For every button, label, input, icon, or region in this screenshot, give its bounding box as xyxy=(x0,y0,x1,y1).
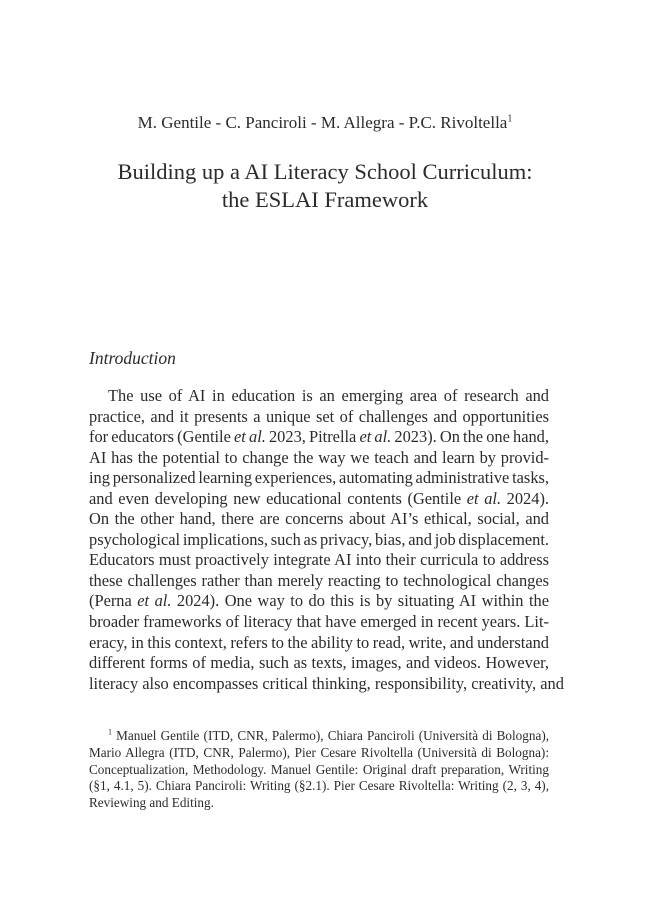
footnote-line: Conceptualization, Methodology. Manuel Gentile: Original draft preparation, Writing xyxy=(89,761,549,777)
footnote-line xyxy=(89,728,549,745)
body-line: broader frameworks of literacy that have emerged in recent years. Lit- xyxy=(89,612,549,632)
footnote-line: Reviewing and Editing. xyxy=(89,795,214,811)
footnote-marker: 1 xyxy=(507,113,513,125)
authors-text: M. Gentile - C. Panciroli - M. Allegra - P.C. Rivoltella xyxy=(137,113,508,132)
body-line: Educators must proactively integrate AI into their curricula to address xyxy=(89,550,549,570)
body-line: AI has the potential to change the way we teach and learn by provid- xyxy=(89,447,549,467)
body-line: (Perna et al. 2024). One way to do this is by situating AI within the xyxy=(89,591,550,611)
body-line: and even developing new educational contents (Gentile et al. 2024). xyxy=(89,488,549,508)
body-paragraph xyxy=(89,386,564,694)
title-line-1: Building up a AI Literacy School Curriculum: xyxy=(117,159,533,184)
footnote xyxy=(89,728,549,812)
footnote-number: 1 xyxy=(108,727,112,737)
section-heading: Introduction xyxy=(89,348,176,368)
body-line: literacy also encompasses critical thinking, responsibility, creativity, and xyxy=(89,673,564,693)
title-line-2: the ESLAI Framework xyxy=(221,187,429,212)
footnote-line: Mario Allegra (ITD, CNR, Palermo), Pier Cesare Rivoltella (Università di Bologna): xyxy=(89,744,549,760)
body-line: for educators (Gentile et al. 2023, Pitrella et al. 2023). On the one hand, xyxy=(89,427,549,447)
body-line: psychological implications, such as privacy, bias, and job displacement. xyxy=(89,529,549,549)
footnote-text: Manuel Gentile (ITD, CNR, Palermo), Chiara Panciroli (Università di Bologna), xyxy=(116,728,550,743)
paper-title xyxy=(0,158,650,214)
author-line xyxy=(0,113,650,133)
body-line: On the other hand, there are concerns about AI’s ethical, social, and xyxy=(89,509,549,529)
body-line: practice, and it presents a unique set of challenges and opportunities xyxy=(89,406,549,426)
body-line: eracy, in this context, refers to the ability to read, write, and understand xyxy=(89,632,549,652)
body-line: ing personalized learning experiences, automating administrative tasks, xyxy=(89,468,549,488)
footnote-line: (§1, 4.1, 5). Chiara Panciroli: Writing (§2.1). Pier Cesare Rivoltella: Writing (2, 3, 4), xyxy=(89,778,549,794)
body-line: The use of AI in education is an emerging area of research and xyxy=(108,386,549,405)
body-line: these challenges rather than merely reacting to technological changes xyxy=(89,570,549,590)
body-line: different forms of media, such as texts, images, and videos. However, xyxy=(89,653,549,673)
